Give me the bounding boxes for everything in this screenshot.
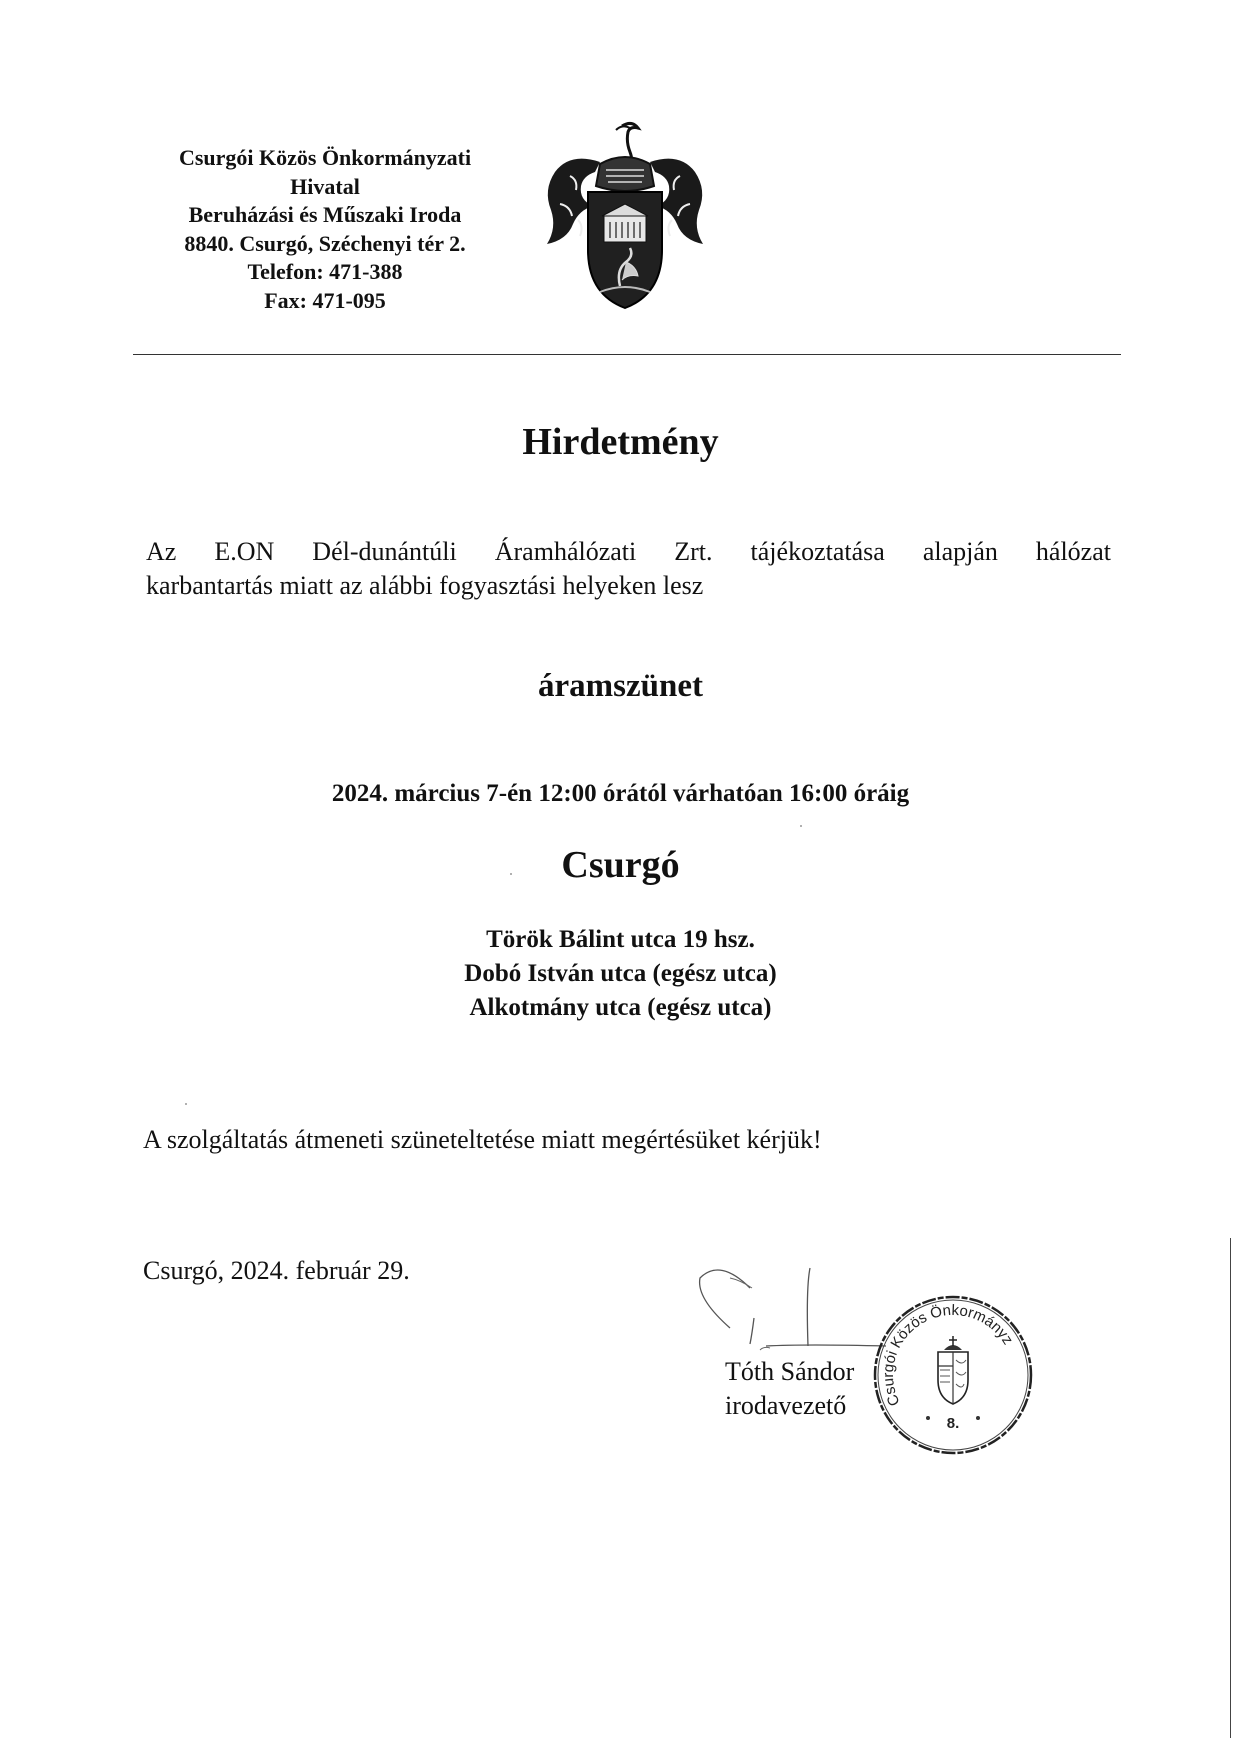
- scan-speck: [800, 825, 802, 827]
- closing-sentence: A szolgáltatás átmeneti szüneteltetése miatt megértésüket kérjük!: [143, 1125, 822, 1154]
- scan-edge-line: [1230, 1238, 1231, 1738]
- notice-intro: [146, 535, 1111, 603]
- office-phone: Telefon: 471-388: [247, 259, 403, 284]
- signer-title: irodavezető: [725, 1391, 847, 1420]
- signer-block: [725, 1355, 854, 1423]
- town-name: Csurgó: [561, 844, 680, 886]
- place-and-date: Csurgó, 2024. február 29.: [143, 1256, 410, 1285]
- handwritten-signature-icon: [690, 1258, 890, 1358]
- office-fax: Fax: 471-095: [264, 287, 386, 313]
- scan-speck: [185, 1103, 187, 1105]
- svg-text:Csurgói Közös Önkormányzati Hi: Csurgói Közös Önkormányzati: [879, 1301, 1017, 1409]
- outage-date-range: 2024. március 7-én 12:00 órától várhatóan 16:00 óráig: [331, 780, 910, 807]
- office-department: Beruházási és Műszaki Iroda: [188, 202, 462, 227]
- signer-name: Tóth Sándor: [725, 1357, 855, 1386]
- intro-line-2: karbantartás miatt az alábbi fogyasztási helyeken lesz: [146, 571, 704, 600]
- scan-speck: [510, 873, 512, 875]
- round-official-stamp-icon: [868, 1290, 1038, 1460]
- notice-title: Hirdetmény: [522, 421, 719, 463]
- office-address: 8840. Csurgó, Széchenyi tér 2.: [184, 230, 466, 256]
- intro-line-1: Az E.ON Dél-dunántúli Áramhálózati Zrt. tájékoztatása alapján hálózat: [146, 537, 1111, 566]
- outage-heading: áramszünet: [538, 668, 703, 704]
- office-name-line-1: Csurgói Közös Önkormányzati: [178, 145, 472, 170]
- svg-text:8.: 8.: [946, 1415, 960, 1432]
- header-divider: [133, 354, 1121, 355]
- street-item: Dobó István utca (egész utca): [464, 960, 777, 987]
- coat-of-arms-icon: [530, 116, 720, 312]
- affected-streets-list: [0, 923, 1241, 1025]
- office-name-line-2: Hivatal: [290, 173, 360, 199]
- street-item: Alkotmány utca (egész utca): [469, 994, 772, 1021]
- office-address-block: [150, 144, 500, 315]
- street-item: Török Bálint utca 19 hsz.: [486, 926, 755, 953]
